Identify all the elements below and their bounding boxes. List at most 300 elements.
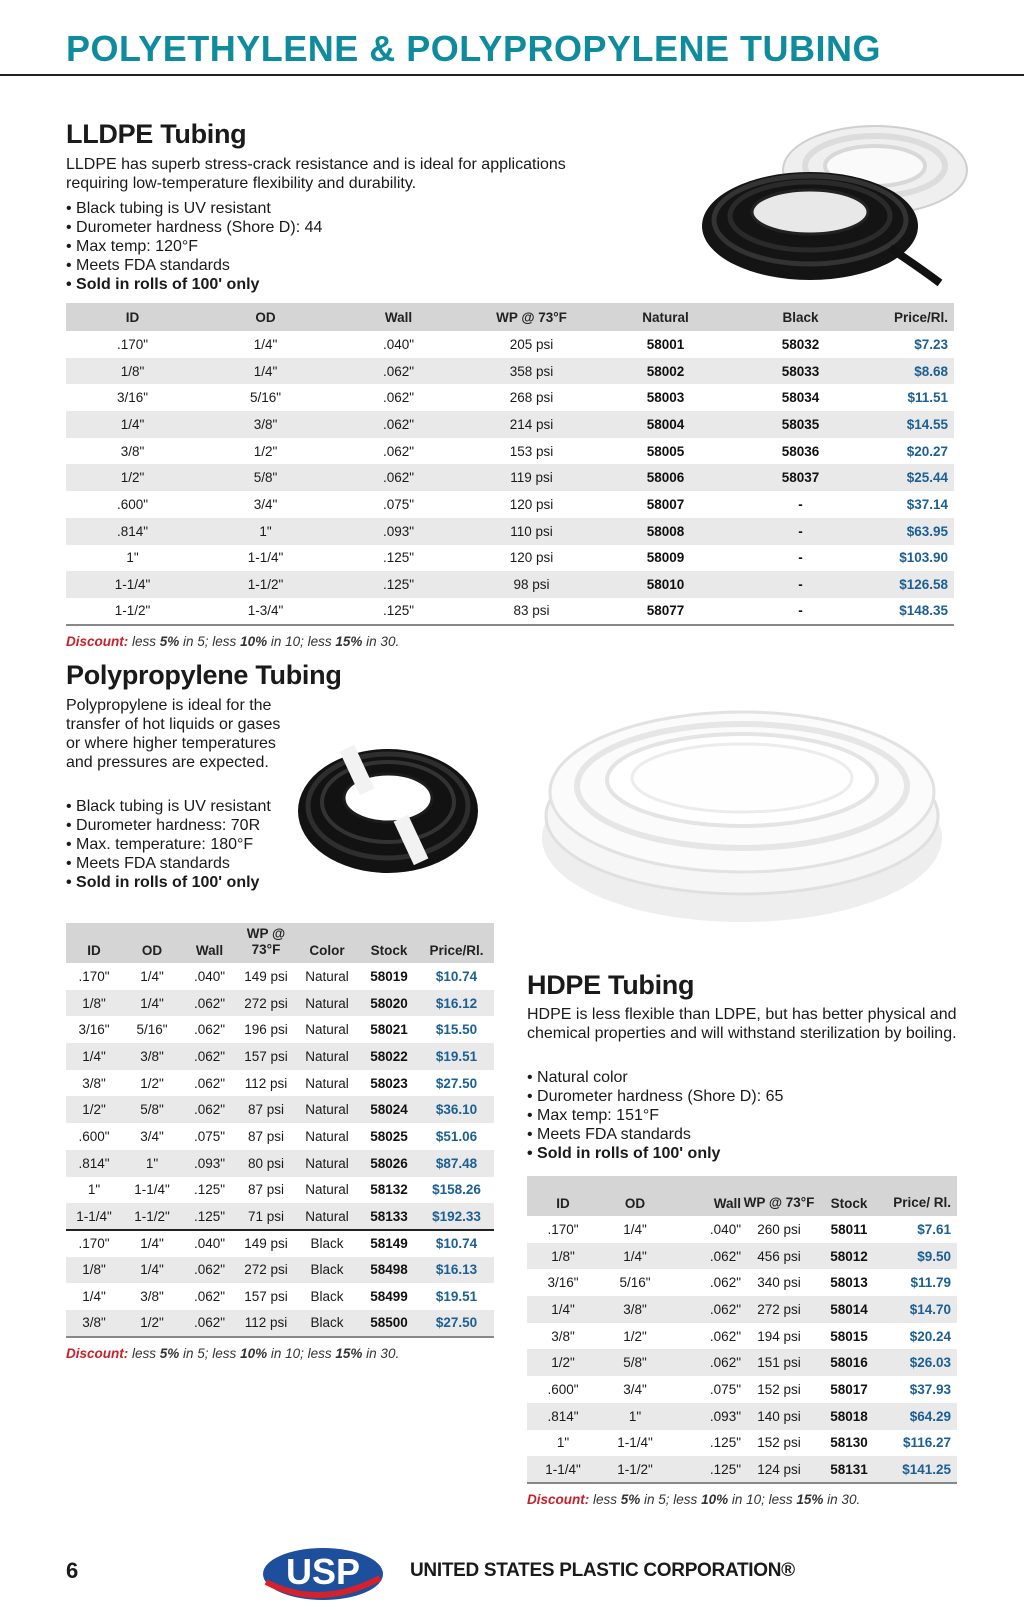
table-row [66, 1230, 494, 1257]
table-cell: 140 psi [743, 1403, 815, 1430]
table-cell: - [733, 571, 868, 598]
table-cell: 58131 [815, 1456, 883, 1483]
table-cell: 58130 [830, 1435, 868, 1451]
table-cell: Black [295, 1310, 359, 1337]
lldpe-table [66, 303, 954, 626]
table-cell: 58034 [781, 390, 820, 406]
table-cell: .170" [116, 336, 149, 352]
table-cell: 58005 [646, 443, 685, 459]
table-cell: Natural [305, 1022, 349, 1038]
col-header-od: OD [199, 303, 332, 331]
table-cell: 112 psi [244, 1075, 288, 1091]
table-cell: 58008 [598, 518, 733, 545]
table-cell: $16.13 [419, 1257, 494, 1284]
table-cell: .062" [193, 1289, 226, 1305]
hdpe-description: HDPE is less flexible than LDPE, but has better physical and chemical properties and will withstand sterilization by boiling. [527, 1006, 957, 1042]
table-cell: .062" [182, 1043, 237, 1070]
table-cell: Natural [305, 1075, 349, 1091]
table-cell: .062" [332, 411, 465, 438]
table-row [527, 1269, 957, 1296]
table-cell: .062" [332, 464, 465, 491]
table-cell: 3/8" [551, 1328, 575, 1344]
table-cell: 58132 [370, 1182, 408, 1198]
table-cell: 58133 [359, 1203, 419, 1230]
table-cell: 3/8" [66, 1310, 122, 1337]
polypropylene-black-coil-photo [293, 726, 483, 886]
table-row [66, 1257, 494, 1284]
table-cell: $10.74 [435, 968, 478, 984]
pp-bullet: • Durometer hardness: 70R [66, 817, 261, 834]
table-cell: 1/4" [122, 990, 182, 1017]
table-cell: 1" [556, 1435, 570, 1451]
table-cell: $37.14 [906, 496, 948, 512]
table-cell: 5/16" [249, 390, 282, 406]
table-cell: $9.50 [883, 1243, 957, 1270]
col-header-wp: WP @ 73°F [465, 303, 598, 331]
table-cell: 3/8" [120, 443, 145, 459]
lldpe-bullet: • Black tubing is UV resistant [66, 200, 271, 217]
table-row [527, 1296, 957, 1323]
table-row [66, 1070, 494, 1097]
table-cell: 272 psi [237, 1257, 295, 1284]
table-cell: .814" [66, 518, 199, 545]
col-header-black: Black [733, 303, 868, 331]
table-cell: .062" [382, 390, 415, 406]
table-row [66, 545, 954, 572]
table-cell: 3/8" [140, 1289, 164, 1305]
table-cell: .075" [193, 1128, 226, 1144]
page-title: POLYETHYLENE & POLYPROPYLENE TUBING [66, 28, 881, 69]
table-cell: $63.95 [868, 518, 954, 545]
table-cell: 58024 [359, 1096, 419, 1123]
usp-logo [260, 1538, 386, 1604]
table-cell: 1" [87, 1182, 101, 1198]
table-cell: 58026 [359, 1150, 419, 1177]
table-cell: 58017 [830, 1381, 868, 1397]
table-cell: 152 psi [757, 1381, 801, 1397]
table-header-row [66, 303, 954, 331]
table-row [66, 1016, 494, 1043]
company-name: UNITED STATES PLASTIC CORPORATION® [410, 1560, 795, 1581]
table-cell: 1/2" [66, 464, 199, 491]
table-row [527, 1456, 957, 1483]
col-header-stock: Stock [815, 1176, 883, 1216]
table-cell: .062" [671, 1296, 743, 1323]
table-cell: 110 psi [465, 518, 598, 545]
table-cell: 1/4" [599, 1243, 671, 1270]
pp-heading: Polypropylene Tubing [66, 660, 342, 690]
table-cell: 1-1/4" [527, 1456, 599, 1483]
table-cell: 260 psi [757, 1221, 801, 1237]
pp-discount-note: Discount: less 5% in 5; less 10% in 10; less 15% in 30. [66, 1346, 400, 1361]
table-cell: $8.68 [868, 358, 954, 385]
pp-description: Polypropylene is ideal for the transfer of hot liquids or gases or where higher temperatures and pressures are expected. [66, 697, 281, 771]
table-row [66, 411, 954, 438]
table-cell: 456 psi [743, 1243, 815, 1270]
pp-bullets [66, 797, 291, 892]
pp-bullet-rolls: • Sold in rolls of 100' only [66, 874, 260, 891]
table-cell: $27.50 [419, 1310, 494, 1337]
table-cell: 151 psi [743, 1349, 815, 1376]
col-header-wp: WP @ 73°F [237, 923, 295, 963]
table-cell: .600" [78, 1128, 110, 1144]
col-header-id: ID [527, 1176, 599, 1216]
table-cell: .062" [182, 1310, 237, 1337]
table-cell: 98 psi [465, 571, 598, 598]
table-row [66, 1310, 494, 1337]
table-cell: Black [295, 1257, 359, 1284]
table-row [527, 1323, 957, 1350]
table-cell: $148.35 [899, 603, 948, 619]
table-cell: 58149 [370, 1236, 408, 1252]
table-cell: 3/16" [116, 390, 149, 406]
table-cell: 1/2" [66, 1096, 122, 1123]
lldpe-bullet: • Durometer hardness (Shore D): 44 [66, 219, 323, 236]
table-row [66, 358, 954, 385]
table-cell: 1/4" [122, 1257, 182, 1284]
table-cell: $19.51 [435, 1289, 478, 1305]
table-cell: $192.33 [419, 1203, 494, 1230]
table-cell: .062" [671, 1243, 743, 1270]
table-header-row [527, 1176, 957, 1216]
table-cell: 87 psi [247, 1128, 285, 1144]
table-cell: 5/8" [122, 1096, 182, 1123]
table-cell: Natural [295, 1203, 359, 1230]
table-cell: $37.93 [909, 1381, 951, 1397]
table-cell: 58032 [781, 336, 820, 352]
table-cell: $116.27 [902, 1435, 951, 1451]
table-cell: 1/2" [527, 1349, 599, 1376]
table-cell: 1/8" [66, 1257, 122, 1284]
table-row [66, 1203, 494, 1230]
table-cell: 58013 [830, 1275, 868, 1291]
lldpe-bullets [66, 199, 466, 294]
table-cell: 1/4" [82, 1289, 106, 1305]
table-cell: 58012 [815, 1243, 883, 1270]
table-cell: $26.03 [883, 1349, 957, 1376]
table-cell: .125" [193, 1182, 226, 1198]
table-cell: .093" [332, 518, 465, 545]
table-row [66, 1177, 494, 1204]
table-cell: .062" [193, 1075, 226, 1091]
table-cell: $126.58 [868, 571, 954, 598]
table-cell: 1-1/4" [617, 1435, 653, 1451]
table-cell: 1/4" [199, 358, 332, 385]
table-cell: $14.70 [883, 1296, 957, 1323]
table-cell: $10.74 [435, 1236, 478, 1252]
table-row [66, 518, 954, 545]
table-cell: 149 psi [244, 968, 288, 984]
table-cell: 58035 [733, 411, 868, 438]
table-cell: 58018 [815, 1403, 883, 1430]
table-cell: 58077 [646, 603, 685, 619]
table-cell: 87 psi [237, 1096, 295, 1123]
table-cell: 58033 [733, 358, 868, 385]
table-cell: Black [310, 1236, 344, 1252]
table-cell: .125" [332, 571, 465, 598]
table-cell: 5/16" [136, 1022, 168, 1038]
col-header-id: ID [66, 303, 199, 331]
table-cell: Natural [295, 1150, 359, 1177]
table-cell: $36.10 [419, 1096, 494, 1123]
table-row [66, 1096, 494, 1123]
hdpe-natural-coil-photo [536, 688, 948, 923]
table-cell: .814" [527, 1403, 599, 1430]
table-row [66, 571, 954, 598]
table-row [527, 1403, 957, 1430]
table-cell: 1/4" [527, 1296, 599, 1323]
lldpe-bullet-rolls: • Sold in rolls of 100' only [66, 276, 260, 293]
table-cell: .062" [182, 990, 237, 1017]
table-cell: 1/4" [253, 336, 278, 352]
table-cell: 3/4" [253, 496, 278, 512]
table-row [527, 1243, 957, 1270]
table-cell: 153 psi [509, 443, 554, 459]
hdpe-bullet: • Natural color [527, 1069, 628, 1086]
table-cell: .600" [547, 1381, 579, 1397]
lldpe-bullet: • Max temp: 120°F [66, 238, 199, 255]
table-cell: 5/8" [599, 1349, 671, 1376]
table-cell: .075" [382, 496, 415, 512]
table-cell: 1-1/4" [247, 550, 284, 566]
table-cell: 272 psi [237, 990, 295, 1017]
table-cell: 58023 [370, 1075, 408, 1091]
col-header-price: Price/ Rl. [883, 1176, 957, 1216]
table-row [527, 1430, 957, 1457]
table-cell: 157 psi [237, 1043, 295, 1070]
table-cell: 58021 [370, 1022, 408, 1038]
table-cell: .062" [332, 358, 465, 385]
table-cell: $7.23 [914, 336, 948, 352]
table-cell: 58500 [359, 1310, 419, 1337]
table-cell: $19.51 [419, 1043, 494, 1070]
table-cell: 3/16" [547, 1275, 579, 1291]
table-cell: .062" [709, 1328, 741, 1344]
table-cell: 58002 [598, 358, 733, 385]
table-cell: .062" [709, 1275, 741, 1291]
table-cell: .075" [709, 1381, 741, 1397]
table-cell: 58022 [359, 1043, 419, 1070]
table-cell: 1-3/4" [247, 603, 284, 619]
hdpe-discount-note: Discount: less 5% in 5; less 10% in 10; less 15% in 30. [527, 1492, 861, 1507]
col-header-od: OD [599, 1176, 671, 1216]
col-header-stock: Stock [359, 923, 419, 963]
table-cell: 58001 [646, 336, 685, 352]
table-cell: - [798, 550, 803, 566]
col-header-wall: Wall [332, 303, 465, 331]
table-cell: $103.90 [899, 550, 948, 566]
table-cell: Natural [295, 990, 359, 1017]
table-cell: Natural [305, 968, 349, 984]
svg-text:USP: USP [285, 1551, 361, 1592]
table-cell: 120 psi [509, 496, 554, 512]
col-header-id: ID [66, 923, 122, 963]
table-cell: 58019 [370, 968, 408, 984]
col-header-price: Price/Rl. [419, 923, 494, 963]
hdpe-bullet: • Meets FDA standards [527, 1126, 691, 1143]
table-cell: 1/4" [140, 1236, 164, 1252]
table-cell: 1-1/2" [599, 1456, 671, 1483]
table-cell: .040" [382, 336, 415, 352]
table-cell: Natural [305, 1128, 349, 1144]
table-cell: .170" [78, 1236, 110, 1252]
table-row [66, 384, 954, 411]
table-row [527, 1216, 957, 1243]
table-cell: 1/4" [623, 1221, 647, 1237]
table-cell: .040" [193, 1236, 226, 1252]
table-row [66, 598, 954, 625]
col-header-price: Price/Rl. [868, 303, 954, 331]
lldpe-description: LLDPE has superb stress-crack resistance and is ideal for applications requiring low-temperature flexibility and durability. [66, 156, 566, 192]
col-header-wall: Wall [182, 923, 237, 963]
table-cell: 340 psi [757, 1275, 801, 1291]
table-cell: - [798, 496, 803, 512]
table-cell: $20.27 [906, 443, 948, 459]
table-row [66, 1123, 494, 1150]
table-row [527, 1349, 957, 1376]
table-cell: 1/4" [66, 411, 199, 438]
table-cell: 83 psi [513, 603, 550, 619]
table-cell: Natural [295, 1043, 359, 1070]
table-cell: $11.79 [910, 1275, 951, 1291]
table-cell: 157 psi [244, 1289, 288, 1305]
table-cell: 1-1/2" [114, 603, 151, 619]
table-row [66, 331, 954, 358]
table-cell: 87 psi [247, 1182, 285, 1198]
table-cell: 3/8" [599, 1296, 671, 1323]
table-cell: .125" [382, 550, 415, 566]
table-cell: 58004 [598, 411, 733, 438]
table-cell: $51.06 [435, 1128, 478, 1144]
table-cell: 3/4" [140, 1128, 164, 1144]
table-row [66, 963, 494, 990]
table-cell: .062" [182, 1257, 237, 1284]
table-cell: 58007 [646, 496, 685, 512]
table-cell: .040" [193, 968, 226, 984]
table-cell: 58036 [781, 443, 820, 459]
table-cell: $20.24 [909, 1328, 951, 1344]
col-header-wp: WP @ 73°F [743, 1176, 815, 1216]
pp-bullet: • Black tubing is UV resistant [66, 798, 271, 815]
table-row [66, 990, 494, 1017]
col-header-wall: Wall [671, 1176, 743, 1216]
table-cell: 58014 [815, 1296, 883, 1323]
hdpe-heading: HDPE Tubing [527, 970, 695, 1000]
table-row [527, 1376, 957, 1403]
table-row [66, 464, 954, 491]
table-cell: 120 psi [509, 550, 554, 566]
table-cell: .040" [709, 1221, 741, 1237]
table-cell: .125" [709, 1435, 741, 1451]
table-cell: .170" [78, 968, 110, 984]
table-cell: 112 psi [237, 1310, 295, 1337]
table-cell: $87.48 [419, 1150, 494, 1177]
table-row [66, 438, 954, 465]
table-cell: $16.12 [419, 990, 494, 1017]
table-cell: 1/2" [253, 443, 278, 459]
table-cell: .062" [382, 443, 415, 459]
table-cell: 152 psi [757, 1435, 801, 1451]
table-row [66, 1043, 494, 1070]
table-cell: Natural [295, 1096, 359, 1123]
table-cell: $14.55 [868, 411, 954, 438]
lldpe-heading: LLDPE Tubing [66, 119, 247, 149]
table-cell: 119 psi [465, 464, 598, 491]
table-cell: .125" [671, 1456, 743, 1483]
pp-bullet: • Meets FDA standards [66, 855, 230, 872]
table-cell: $158.26 [432, 1182, 481, 1198]
table-cell: 1-1/2" [122, 1203, 182, 1230]
table-cell: 58011 [830, 1221, 868, 1237]
table-cell: .125" [182, 1203, 237, 1230]
table-cell: 80 psi [237, 1150, 295, 1177]
hdpe-bullet-rolls: • Sold in rolls of 100' only [527, 1145, 721, 1162]
table-row [66, 491, 954, 518]
table-cell: .814" [66, 1150, 122, 1177]
table-cell: 3/16" [78, 1022, 110, 1038]
hdpe-bullet: • Max temp: 151°F [527, 1107, 660, 1124]
table-cell: 58020 [359, 990, 419, 1017]
table-cell: 58037 [733, 464, 868, 491]
table-cell: 1" [122, 1150, 182, 1177]
table-cell: .125" [382, 603, 415, 619]
table-cell: Natural [305, 1182, 349, 1198]
table-cell: 1/2" [140, 1075, 164, 1091]
table-cell: $27.50 [435, 1075, 478, 1091]
col-header-od: OD [122, 923, 182, 963]
table-cell: .170" [547, 1221, 579, 1237]
table-cell: 194 psi [757, 1328, 801, 1344]
table-cell: Black [310, 1289, 344, 1305]
table-cell: 3/4" [623, 1381, 647, 1397]
table-cell: 196 psi [244, 1022, 288, 1038]
col-header-color: Color [295, 923, 359, 963]
table-cell: $15.50 [435, 1022, 478, 1038]
page-number: 6 [66, 1558, 79, 1583]
table-cell: 58499 [370, 1289, 408, 1305]
table-cell: 1/2" [623, 1328, 647, 1344]
table-row [66, 1150, 494, 1177]
table-cell: 5/16" [619, 1275, 651, 1291]
pp-bullet: • Max. temperature: 180°F [66, 836, 254, 853]
table-cell: - [798, 603, 803, 619]
table-cell: 58498 [359, 1257, 419, 1284]
table-cell: 1" [599, 1403, 671, 1430]
title-divider [0, 74, 1024, 76]
table-cell: 1/8" [66, 358, 199, 385]
table-cell: .062" [182, 1096, 237, 1123]
table-cell: .062" [671, 1349, 743, 1376]
table-header-row [66, 923, 494, 963]
table-cell: .093" [671, 1403, 743, 1430]
table-cell: 1" [126, 550, 139, 566]
lldpe-tubing-coils-photo [690, 108, 986, 288]
table-cell: 1/8" [527, 1243, 599, 1270]
table-cell: .600" [116, 496, 149, 512]
table-cell: 268 psi [509, 390, 554, 406]
table-cell: 58010 [598, 571, 733, 598]
hdpe-bullet: • Durometer hardness (Shore D): 65 [527, 1088, 784, 1105]
table-cell: 205 psi [509, 336, 554, 352]
table-cell: 3/8" [122, 1043, 182, 1070]
table-cell: 58006 [598, 464, 733, 491]
table-cell: 1-1/2" [199, 571, 332, 598]
table-cell: 3/8" [199, 411, 332, 438]
table-cell: 1/8" [66, 990, 122, 1017]
table-cell: $7.61 [917, 1221, 951, 1237]
table-cell: 1-1/4" [66, 571, 199, 598]
table-cell: 272 psi [743, 1296, 815, 1323]
